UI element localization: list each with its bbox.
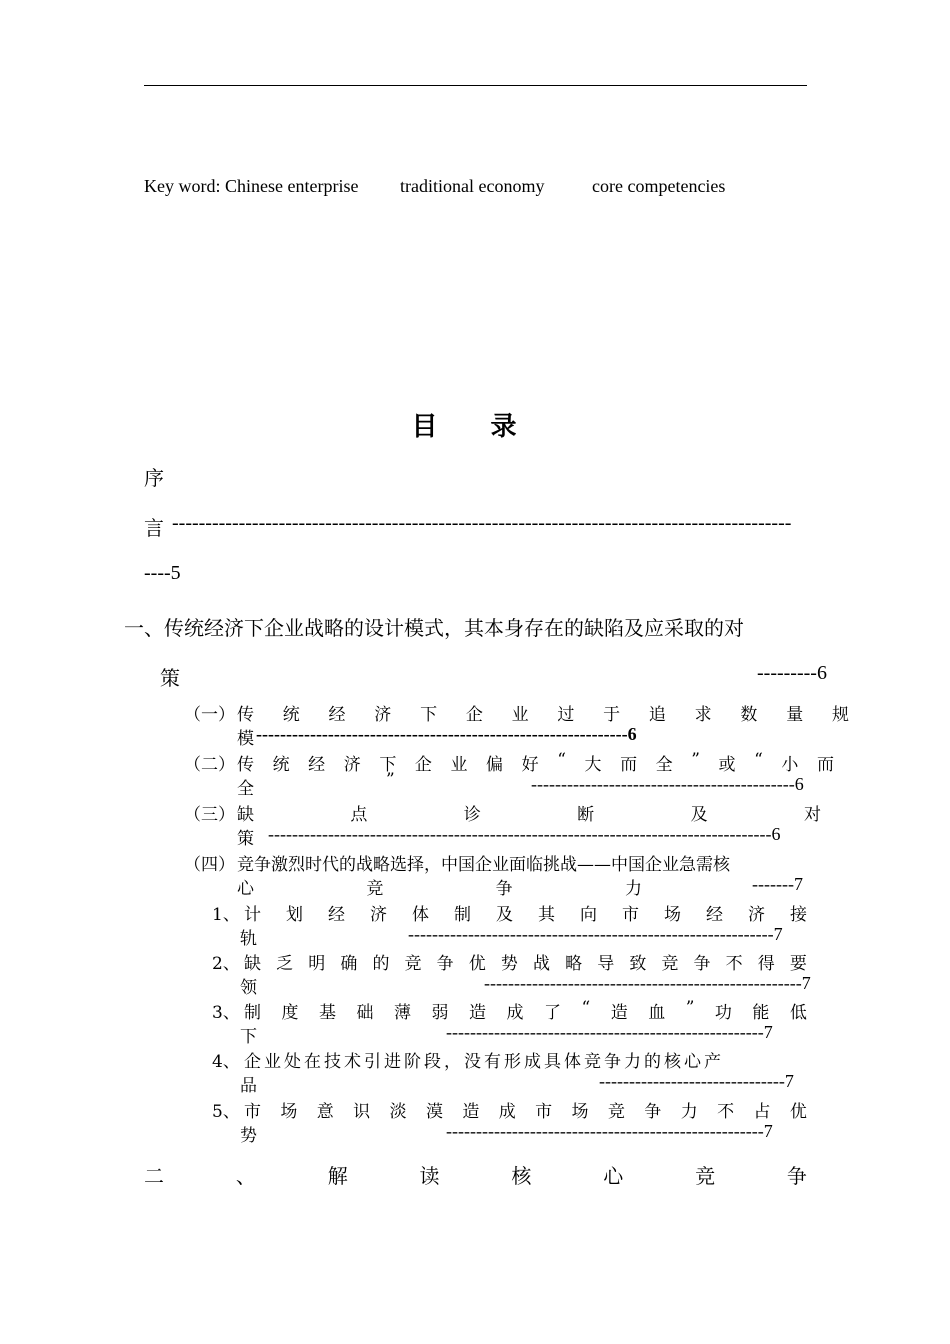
toc-item-2-title[interactable] [237, 750, 834, 775]
preface-page: ----5 [144, 562, 181, 584]
toc-char: 确 [340, 954, 358, 974]
toc-item-2-cont: 全 [237, 779, 254, 799]
toc-char: 规 [831, 705, 849, 725]
heading-char: 争 [786, 1164, 807, 1188]
toc-char: 不 [725, 954, 743, 974]
toc-char: 济 [370, 905, 387, 925]
toc-char: 经 [308, 755, 326, 775]
toc-item-1-num: （一） [184, 705, 235, 725]
toc-char: 划 [286, 905, 303, 925]
toc-item-4-page: -------7 [752, 874, 803, 894]
toc-char: 过 [557, 705, 575, 725]
toc-char: 战 [532, 954, 550, 974]
toc-char: 传 [237, 755, 254, 775]
toc-char: 断 [577, 805, 595, 825]
heading-char: 心 [603, 1164, 624, 1188]
preface-leader: --------------------------------------------------------------------------------------------- [172, 512, 792, 534]
toc-char: 竞 [661, 954, 679, 974]
toc-char: 于 [603, 705, 621, 725]
toc-char: 计 [244, 905, 261, 925]
toc-char: 低 [789, 1003, 807, 1023]
toc-item-1-page: --------------------------------------------------------------6 [256, 724, 637, 744]
toc-char: 薄 [394, 1003, 411, 1023]
keyword-traditional-economy: traditional economy [400, 176, 545, 196]
toc-char: 争 [693, 954, 711, 974]
toc-sub-3-page: -----------------------------------------------------7 [446, 1022, 773, 1042]
toc-char: 意 [316, 1102, 334, 1122]
section-1-heading-cont: 策 [160, 666, 180, 690]
toc-char: “ [754, 750, 763, 770]
preface-label-1[interactable]: 序 [144, 466, 164, 490]
section-2-heading[interactable] [144, 1160, 807, 1189]
section-1-page: ---------6 [757, 662, 827, 684]
toc-char: 竞 [366, 879, 384, 899]
toc-char: 传 [237, 705, 254, 725]
toc-sub-4-cont: 品 [240, 1076, 257, 1096]
toc-char: 或 [718, 755, 736, 775]
toc-char: 明 [308, 954, 326, 974]
toc-item-4-title[interactable]: 竞争激烈时代的战略选择，中国企业面临挑战——中国企业急需核 [237, 855, 730, 875]
toc-sub-2-cont: 领 [240, 978, 257, 998]
toc-char: 竞 [404, 954, 422, 974]
toc-sub-4-page: -------------------------------7 [599, 1071, 794, 1091]
toc-char: 的 [372, 954, 390, 974]
heading-char: 、 [235, 1164, 256, 1188]
toc-sub-5-num: 5、 [212, 1102, 240, 1122]
toc-char: 企 [414, 755, 432, 775]
toc-char: 场 [571, 1102, 589, 1122]
toc-sub-4-title[interactable]: 企业处在技术引进阶段，没有形成具体竞争力的核心产 [244, 1052, 724, 1072]
section-1-heading[interactable]: 一、传统经济下企业战略的设计模式，其本身存在的缺陷及应采取的对 [124, 616, 744, 640]
toc-char: 制 [244, 1003, 261, 1023]
toc-char: 而 [620, 755, 638, 775]
toc-char: 造 [610, 1003, 628, 1023]
toc-char: 大 [584, 755, 602, 775]
toc-char: ” [691, 750, 700, 770]
heading-char: 二 [144, 1164, 164, 1188]
toc-char: 了 [544, 1003, 561, 1023]
toc-char: 全 [655, 755, 673, 775]
toc-char: 向 [580, 905, 597, 925]
heading-char: 竞 [695, 1164, 716, 1188]
toc-char: 淡 [389, 1102, 407, 1122]
toc-char: 对 [803, 805, 821, 825]
toc-char: 追 [648, 705, 666, 725]
toc-sub-5-cont: 势 [240, 1126, 257, 1146]
toc-char: 功 [714, 1003, 732, 1023]
toc-item-1-title[interactable] [237, 700, 849, 725]
toc-sub-2-page: -----------------------------------------------------7 [484, 973, 811, 993]
toc-sub-1-num: 1、 [212, 905, 240, 925]
toc-char: 础 [356, 1003, 374, 1023]
toc-char: 市 [244, 1102, 261, 1122]
toc-sub-1-cont: 轨 [240, 929, 257, 949]
toc-char: 下 [420, 705, 438, 725]
toc-char: 诊 [463, 805, 481, 825]
toc-char: 经 [328, 905, 345, 925]
toc-char: 业 [511, 705, 529, 725]
toc-char: 得 [757, 954, 775, 974]
preface-label-2[interactable]: 言 [144, 516, 164, 540]
toc-char: 场 [280, 1102, 298, 1122]
toc-sub-2-title[interactable] [244, 949, 807, 974]
toc-char: 小 [781, 755, 799, 775]
toc-char: 偏 [486, 755, 504, 775]
toc-item-2-page: --------------------------------------------6 [531, 774, 804, 794]
toc-char: 业 [450, 755, 468, 775]
toc-char: 成 [506, 1003, 524, 1023]
toc-char: 成 [498, 1102, 516, 1122]
toc-item-3-cont: 策 [237, 829, 254, 849]
toc-char: 争 [436, 954, 454, 974]
toc-char: 而 [816, 755, 834, 775]
toc-char: 接 [790, 905, 807, 925]
toc-item-3-page: ------------------------------------------------------------------------------------6 [268, 824, 781, 844]
toc-char: 不 [717, 1102, 735, 1122]
toc-sub-4-num: 4、 [212, 1052, 240, 1072]
toc-char: 占 [753, 1102, 771, 1122]
toc-item-4-cont [237, 874, 642, 899]
toc-sub-1-title[interactable] [244, 900, 807, 925]
toc-char: 经 [328, 705, 346, 725]
toc-sub-2-num: 2、 [212, 954, 240, 974]
toc-char: “ [581, 998, 591, 1018]
toc-char: 统 [282, 705, 300, 725]
toc-char: 优 [789, 1102, 807, 1122]
toc-char: 乏 [276, 954, 294, 974]
toc-item-3-title[interactable] [237, 800, 821, 825]
toc-char: 心 [237, 879, 254, 899]
toc-item-3-num: （三） [184, 805, 235, 825]
toc-char: 争 [495, 879, 513, 899]
toc-char: 点 [350, 805, 368, 825]
toc-char: 下 [379, 755, 397, 775]
toc-char: 漠 [425, 1102, 443, 1122]
toc-char: 市 [535, 1102, 553, 1122]
toc-char: 数 [740, 705, 758, 725]
toc-char: 血 [648, 1003, 666, 1023]
toc-sub-3-title[interactable] [244, 998, 807, 1023]
toc-char: 缺 [244, 954, 261, 974]
toc-sub-5-title[interactable] [244, 1097, 807, 1122]
toc-char: 度 [281, 1003, 299, 1023]
toc-char: 体 [412, 905, 429, 925]
toc-char: 力 [624, 879, 642, 899]
toc-char: 市 [622, 905, 639, 925]
heading-char: 读 [419, 1164, 440, 1188]
toc-char: 争 [644, 1102, 662, 1122]
toc-char: 好 [521, 755, 539, 775]
keyword-core-competencies: core competencies [592, 176, 726, 196]
toc-title: 目 录 [411, 412, 539, 442]
toc-char: ” [685, 998, 695, 1018]
toc-char: 略 [565, 954, 583, 974]
heading-char: 核 [511, 1164, 532, 1188]
toc-char: 识 [353, 1102, 371, 1122]
toc-char: 致 [629, 954, 647, 974]
header-rule [144, 85, 807, 86]
toc-char: 济 [343, 755, 361, 775]
toc-char: 求 [694, 705, 712, 725]
toc-char: 量 [786, 705, 804, 725]
toc-char: 统 [272, 755, 290, 775]
toc-char: 造 [469, 1003, 486, 1023]
toc-char: 济 [374, 705, 392, 725]
toc-char: 能 [752, 1003, 770, 1023]
toc-char: 优 [468, 954, 486, 974]
toc-item-4-num: （四） [184, 855, 235, 875]
toc-char: 竞 [607, 1102, 625, 1122]
toc-char: 缺 [237, 805, 254, 825]
toc-char: 场 [664, 905, 681, 925]
toc-sub-3-cont: 下 [240, 1027, 257, 1047]
heading-char: 解 [327, 1164, 348, 1188]
toc-sub-3-num: 3、 [212, 1003, 240, 1023]
toc-char: 要 [789, 954, 807, 974]
toc-char: 制 [454, 905, 471, 925]
toc-char: 企 [465, 705, 483, 725]
toc-char: 导 [597, 954, 615, 974]
toc-char: 力 [680, 1102, 698, 1122]
toc-item-2-num: （二） [184, 755, 235, 775]
toc-item-2-quote: ” [386, 770, 395, 790]
toc-char: “ [557, 750, 566, 770]
toc-char: 弱 [431, 1003, 449, 1023]
toc-char: 造 [462, 1102, 480, 1122]
toc-sub-5-page: -----------------------------------------------------7 [446, 1121, 773, 1141]
toc-char: 势 [500, 954, 518, 974]
toc-char: 及 [496, 905, 513, 925]
toc-char: 经 [706, 905, 723, 925]
toc-char: 及 [690, 805, 708, 825]
toc-char: 济 [748, 905, 765, 925]
toc-char: 基 [319, 1003, 336, 1023]
keyword-label: Key word: Chinese enterprise [144, 176, 359, 196]
toc-item-1-cont: 模 [237, 729, 254, 749]
toc-char: 其 [538, 905, 555, 925]
toc-sub-1-page: -------------------------------------------------------------7 [408, 924, 783, 944]
